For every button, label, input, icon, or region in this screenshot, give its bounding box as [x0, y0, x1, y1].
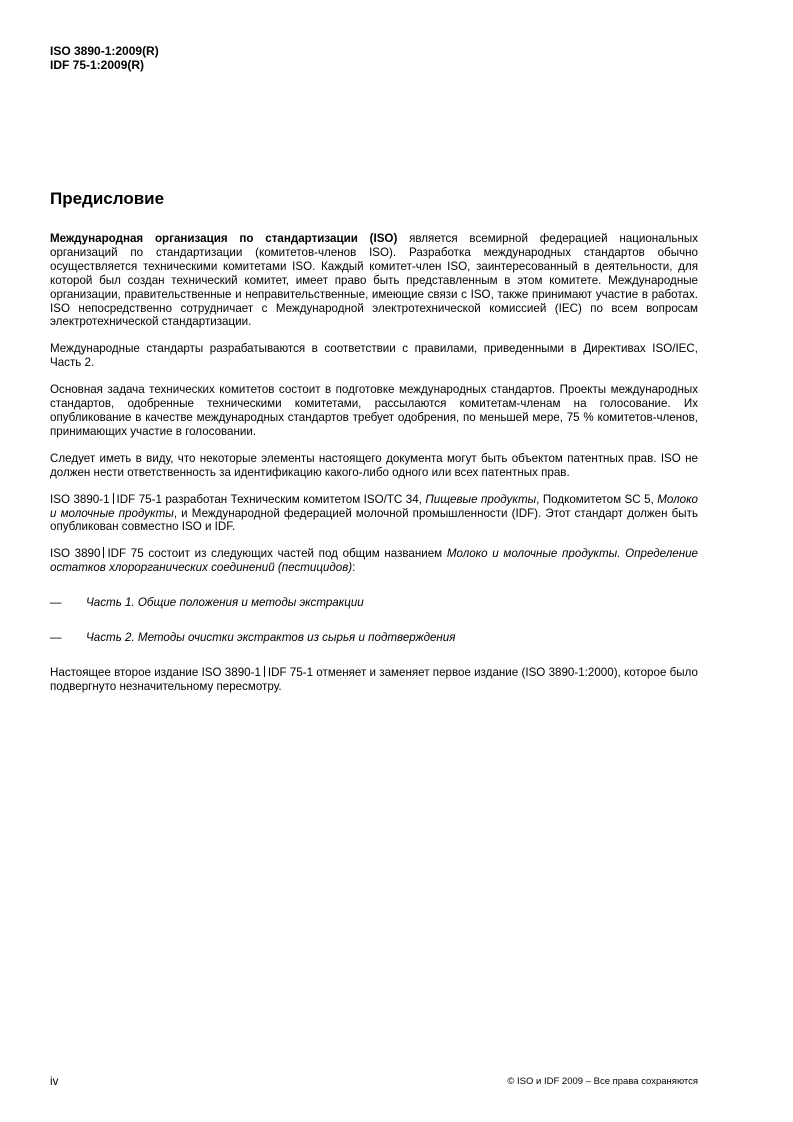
standard-ref: ISO 3890 [50, 547, 101, 561]
paragraph-iso-intro [50, 232, 698, 329]
iso-org-name: Международная организация по стандартизации (ISO) [50, 232, 398, 245]
text-fragment: Настоящее второе издание ISO 3890-1 [50, 665, 261, 679]
standard-ref: ISO 3890-1 [50, 492, 110, 506]
copyright-notice: © ISO и IDF 2009 – Все права сохраняются [507, 1076, 698, 1087]
paragraph-iso-intro-text: является всемирной федерацией национальных организаций по стандартизации (комитетов-членов ISO). Разработка международных стандартов обычно осуществляется техническими комитетами ISO. Каждый комитет-член ISO, заинтересованный в деятельности, для которой был создан технический комитет, имеет право быть представленным в этом комитете. Международные организации, правительственные и неправительственные, имеющие связи с ISO, также принимают участие в работах. ISO непосредственно сотрудничает с Международной электротехнической комиссией (IEC) по всем вопросам электротехнической стандартизации. [50, 232, 698, 329]
text-fragment: IDF 75-1 отменяет и заменяет первое издание (ISO 3890-1:2000), которое было подвергнуто незначительному пересмотру. [50, 665, 698, 693]
paragraph-prepared-by [50, 493, 698, 535]
iso-designation: ISO 3890-1:2009(R) [50, 44, 159, 58]
general-title: Молоко и молочные продукты. Определение остатков хлорорганических соединений (пестицидов) [50, 547, 698, 575]
dash-bullet: — [50, 631, 62, 645]
part-2-title: Часть 2. Методы очистки экстрактов из сырья и подтверждения [86, 631, 456, 645]
paragraph-patents: Следует иметь в виду, что некоторые элементы настоящего документа могут быть объектом патентных прав. ISO не должен нести ответственность за идентификацию какого-либо одного или всех патентных прав. [50, 451, 698, 479]
separator-bar [264, 666, 265, 677]
page-number: iv [50, 1075, 59, 1088]
separator-bar [113, 493, 114, 504]
idf-designation: IDF 75-1:2009(R) [50, 58, 145, 72]
list-item [50, 596, 698, 610]
foreword-body [50, 232, 698, 694]
subcommittee-title: Молоко и молочные продукты [50, 492, 699, 520]
paragraph-edition [50, 666, 698, 694]
text-fragment: , и Международной федерацией молочной промышленности (IDF). Этот стандарт должен быть опубликован совместно ISO и IDF. [50, 506, 698, 534]
separator-bar [103, 547, 104, 558]
part-1-title: Часть 1. Общие положения и методы экстракции [86, 596, 364, 610]
dash-bullet: — [50, 596, 62, 610]
text-fragment: : [352, 561, 356, 575]
text-fragment: , Подкомитетом SC 5, [536, 492, 658, 506]
page-title: Предисловие [50, 189, 165, 208]
document-identifier [50, 44, 159, 72]
text-fragment: IDF 75 состоит из следующих частей под общим названием [107, 547, 447, 561]
text-fragment: IDF 75-1 разработан Техническим комитетом ISO/TC 34, [116, 492, 426, 506]
list-item [50, 631, 698, 645]
paragraph-committees: Основная задача технических комитетов состоит в подготовке международных стандартов. Проекты международных стандартов, одобренные техническими комитетами, рассылаются комитетам-членам на голосование. Их опубликование в качестве международных стандартов требует одобрения, по меньшей мере, 75 % комитетов-членов, принимающих участие в голосовании. [50, 383, 698, 438]
paragraph-directives: Международные стандарты разрабатываются в соответствии с правилами, приведенными в Директивах ISO/IEC, Часть 2. [50, 342, 698, 370]
committee-title: Пищевые продукты [425, 492, 537, 506]
paragraph-parts-intro [50, 547, 698, 575]
